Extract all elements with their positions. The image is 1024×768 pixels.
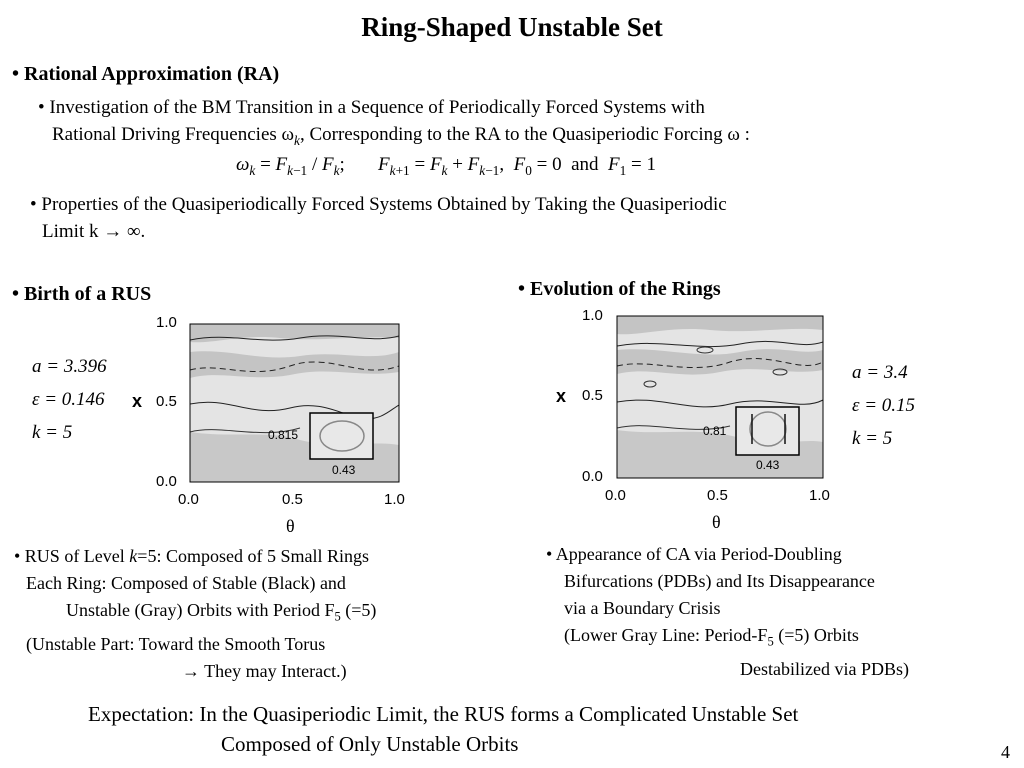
left-xlabel: θ <box>286 516 295 536</box>
right-heading <box>518 278 721 301</box>
right-param-a: a = 3.4 <box>852 362 908 383</box>
right-xtick: 0.0 <box>605 487 626 504</box>
right-desc-line-1: • Appearance of CA via Period-Doubling <box>546 544 842 564</box>
left-xtick: 1.0 <box>384 491 405 508</box>
left-desc-line-1: • RUS of Level k=5: Composed of 5 Small Rings <box>14 546 369 566</box>
right-heading-text: Evolution of the Rings <box>530 278 721 300</box>
ra-heading-text: Rational Approximation (RA) <box>24 63 280 85</box>
left-ytick: 0.5 <box>156 393 177 410</box>
right-param-epsilon: ε = 0.15 <box>852 395 916 416</box>
left-ytick: 1.0 <box>156 314 177 331</box>
right-desc-line-4: (Lower Gray Line: Period-$F_5$ (=5) Orbits <box>564 625 859 649</box>
right-inset-y-label: 0.81 <box>703 424 727 438</box>
left-desc-line-2: Each Ring: Composed of Stable (Black) and <box>26 573 346 593</box>
bullet-icon: • <box>30 194 42 215</box>
footer-line-2: Composed of Only Unstable Orbits <box>221 732 519 756</box>
ra-bullet1-line2-a: Rational Driving Frequencies ω <box>52 124 295 145</box>
left-param-epsilon: ε = 0.146 <box>32 389 105 410</box>
right-desc-line-2: Bifurcations (PDBs) and Its Disappearance <box>564 571 875 591</box>
right-inset-box <box>736 407 799 455</box>
bullet-icon: • <box>38 97 50 118</box>
ra-bullet1-line2-sub: k <box>294 132 300 148</box>
left-desc-line-3: Unstable (Gray) Orbits with Period $F_5$ (=5) <box>66 600 377 624</box>
page-number: 4 <box>1001 742 1010 762</box>
ra-equation: $\omega_k = F_{k-1} / F_k$; $F_{k+1} = F_k + F_{k-1}$, $F_0 = 0$ and $F_1 = 1$ <box>236 154 656 178</box>
bullet-icon: • <box>12 283 25 305</box>
right-xlabel: θ <box>712 512 721 532</box>
right-params <box>852 356 915 455</box>
right-desc-line-3: via a Boundary Crisis <box>564 598 721 618</box>
left-desc <box>14 543 376 685</box>
right-xtick: 0.5 <box>707 487 728 504</box>
left-desc-line-5: → They may Interact.) <box>182 660 347 681</box>
left-inset-x-label: 0.43 <box>332 463 356 477</box>
left-heading-text: Birth of a RUS <box>24 283 152 305</box>
page-title: Ring-Shaped Unstable Set <box>361 12 663 42</box>
left-inset-y-label: 0.815 <box>268 428 299 442</box>
footer-line-1: Expectation: In the Quasiperiodic Limit, the RUS forms a Complicated Unstable Set <box>88 702 799 726</box>
ra-bullet1-line1-text: Investigation of the BM Transition in a Sequence of Periodically Forced Systems with <box>49 97 705 118</box>
left-ylabel: x <box>132 391 143 411</box>
right-desc <box>546 541 909 683</box>
right-ytick: 0.0 <box>582 468 603 485</box>
right-xtick: 1.0 <box>809 487 830 504</box>
right-param-k: k = 5 <box>852 428 893 449</box>
right-ytick: 1.0 <box>582 307 603 324</box>
bullet-icon: • <box>12 63 25 85</box>
ra-bullet2-line1-text: Properties of the Quasiperiodically Forced Systems Obtained by Taking the Quasiperiodic <box>41 194 727 215</box>
left-xtick: 0.0 <box>178 491 199 508</box>
right-ytick: 0.5 <box>582 387 603 404</box>
right-desc-line-5: Destabilized via PDBs) <box>740 658 909 679</box>
left-xtick: 0.5 <box>282 491 303 508</box>
right-inset-x-label: 0.43 <box>756 458 780 472</box>
bullet-icon: • <box>518 278 531 300</box>
right-ylabel: x <box>556 386 567 406</box>
left-ytick: 0.0 <box>156 473 177 490</box>
left-param-a: a = 3.396 <box>32 356 107 377</box>
left-param-k: k = 5 <box>32 422 73 443</box>
left-desc-line-4: (Unstable Part: Toward the Smooth Torus <box>26 633 326 654</box>
ra-bullet1-line2-b: , Corresponding to the RA to the Quasiperiodic Forcing ω : <box>299 124 750 145</box>
ra-bullet2-line2: Limit k → ∞. <box>42 221 146 242</box>
